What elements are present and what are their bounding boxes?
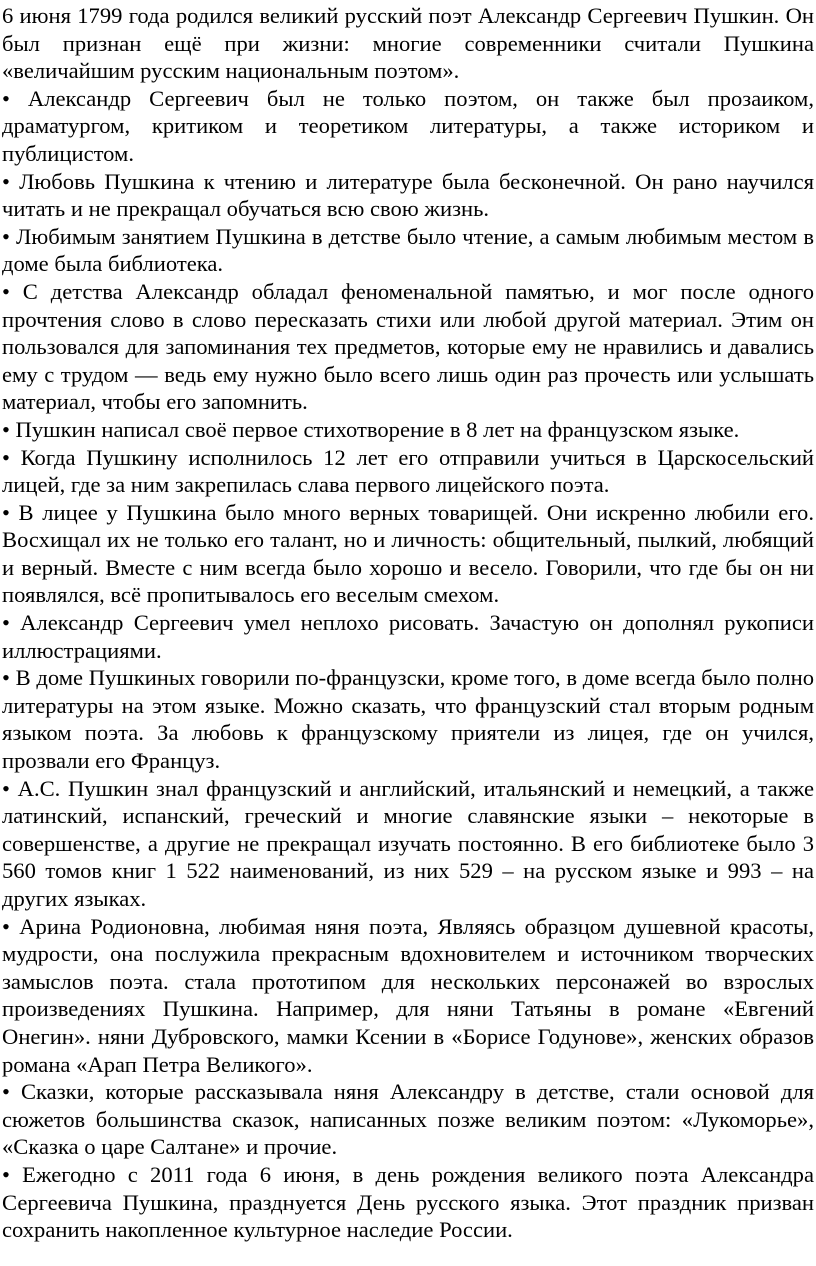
bullet-french: • В доме Пушкиных говорили по-французски, кроме того, в доме всегда было полно литературы на этом языке. Можно сказать, что французский стал вторым родным языком поэта. За любовь к французскому приятели из лицея, где он учился, прозвали его Француз. xyxy=(2,665,814,774)
bullet-language-day: • Ежегодно с 2011 года 6 июня, в день рождения великого поэта Александра Сергеевича Пушкина, празднуется День русского языка. Этот праздник призван сохранить накопленное культурное наследие России. xyxy=(2,1161,814,1243)
bullet-nanny: • Арина Родионовна, любимая няня поэта, Являясь образцом душевной красоты, мудрости, она послужила прекрасным вдохновителем и источником творческих замыслов поэта. стала прототипом для нескольких персонажей во взрослых произведениях Пушкина. Например, для няни Татьяны в романе «Евгений Онегин». няни Дубровского, мамки Ксении в «Борисе Годунове», женских образов романа «Арап Петра Великого». xyxy=(2,913,814,1077)
document-body xyxy=(2,2,814,1244)
bullet-lyceum: • Когда Пушкину исполнилось 12 лет его отправили учиться в Царскосельский лицей, где за ним закрепилась слава первого лицейского поэта. xyxy=(2,444,814,498)
bullet-memory: • С детства Александр обладал феноменальной памятью, и мог после одного прочтения слово в слово пересказать стихи или любой другой материал. Этим он пользовался для запоминания тех предметов, которые ему не нравились и давались ему с трудом — ведь ему нужно было всего лишь один раз прочесть или услышать материал, чтобы его запомнить. xyxy=(2,278,814,415)
paragraph-intro: 6 июня 1799 года родился великий русский поэт Александр Сергеевич Пушкин. Он был признан ещё при жизни: многие современники считали Пушкина «величайшим русским национальным поэтом». xyxy=(2,3,814,84)
bullet-childhood-library: • Любимым занятием Пушкина в детстве было чтение, а самым любимым местом в доме была библиотека. xyxy=(2,223,814,277)
bullet-drawing: • Александр Сергеевич умел неплохо рисовать. Зачастую он дополнял рукописи иллюстрациями. xyxy=(2,610,814,663)
bullet-love-of-reading: • Любовь Пушкина к чтению и литературе была бесконечной. Он рано научился читать и не прекращал обучаться всю свою жизнь. xyxy=(2,168,814,222)
bullet-first-poem: • Пушкин написал своё первое стихотворение в 8 лет на французском языке. xyxy=(2,416,740,442)
bullet-profession: • Александр Сергеевич был не только поэтом, он также был прозаиком, драматургом, критиком и теоретиком литературы, а также историком и публицистом. xyxy=(2,85,814,166)
bullet-languages: • А.С. Пушкин знал французский и английский, итальянский и немецкий, а также латинский, испанский, греческий и многие славянские языки – некоторые в совершенстве, а другие не прекращал изучать постоянно. В его библиотеке было 3 560 томов книг 1 522 наименований, из них 529 – на русском языке и 993 – на других языках. xyxy=(2,775,814,911)
bullet-friends: • В лицее у Пушкина было много верных товарищей. Они искренно любили его. Восхищал их не только его талант, но и личность: общительный, пылкий, любящий и верный. Вместе с ним всегда было хорошо и весело. Говорили, что где бы он ни появлялся, всё пропитывалось его веселым смехом. xyxy=(2,499,814,608)
bullet-fairy-tales: • Сказки, которые рассказывала няня Александру в детстве, стали основой для сюжетов большинства сказок, написанных позже великим поэтом: «Лукоморье», «Сказка о царе Салтане» и прочие. xyxy=(2,1079,814,1160)
